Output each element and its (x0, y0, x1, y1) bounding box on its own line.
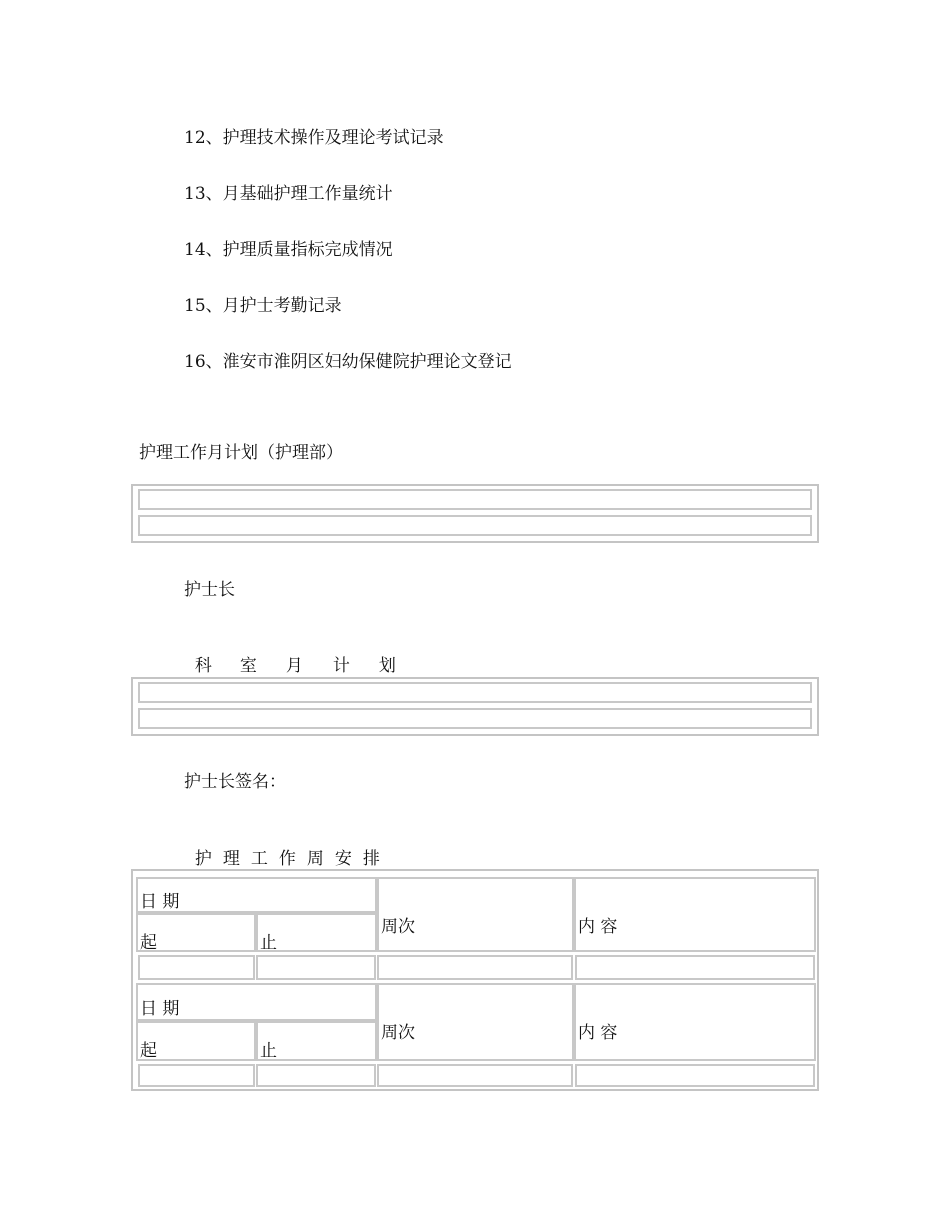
end-header-cell (256, 1021, 377, 1061)
empty-cell (256, 955, 376, 980)
list-item: 15、月护士考勤记录 (184, 296, 342, 316)
dept-plan-char: 室 (239, 656, 257, 676)
start-header-cell (136, 913, 256, 952)
table-row (138, 708, 812, 729)
start-label: 起 (140, 933, 157, 953)
content-label: 内 容 (578, 917, 618, 937)
date-header-cell (136, 983, 377, 1021)
content-header-cell (574, 983, 816, 1061)
dept-plan-title (184, 636, 396, 676)
dept-plan-char: 月 (285, 656, 303, 676)
signature-label: 护士长签名： (184, 772, 286, 792)
empty-cell (138, 955, 255, 980)
list-item: 12、护理技术操作及理论考试记录 (184, 128, 444, 148)
nursing-plan-title: 护理工作月计划（护理部） (139, 443, 343, 463)
table-row (138, 489, 812, 510)
list-item: 13、月基础护理工作量统计 (184, 184, 393, 204)
weekly-char: 排 (362, 849, 380, 869)
weekly-char: 护 (194, 849, 212, 869)
weekly-schedule-title (184, 829, 380, 869)
empty-cell (256, 1064, 376, 1087)
week-header-cell (377, 877, 574, 952)
end-header-cell (256, 913, 377, 952)
end-label: 止 (260, 1041, 277, 1061)
list-item: 16、淮安市淮阴区妇幼保健院护理论文登记 (184, 352, 512, 372)
week-label: 周次 (381, 917, 415, 937)
week-label: 周次 (381, 1023, 415, 1043)
date-label: 日 期 (140, 999, 180, 1019)
weekly-schedule-table (131, 869, 819, 1091)
table-row (138, 515, 812, 536)
weekly-char: 周 (306, 849, 324, 869)
content-label: 内 容 (578, 1023, 618, 1043)
dept-plan-char: 划 (378, 656, 396, 676)
list-item: 14、护理质量指标完成情况 (184, 240, 393, 260)
end-label: 止 (260, 933, 277, 953)
weekly-char: 作 (278, 849, 296, 869)
weekly-char: 安 (334, 849, 352, 869)
empty-cell (138, 1064, 255, 1087)
week-header-cell (377, 983, 574, 1061)
date-label: 日 期 (140, 892, 180, 912)
dept-plan-char: 计 (332, 656, 350, 676)
date-header-cell (136, 877, 377, 913)
weekly-char: 工 (250, 849, 268, 869)
start-label: 起 (140, 1041, 157, 1061)
dept-plan-table (131, 677, 819, 736)
empty-cell (377, 955, 573, 980)
weekly-char: 理 (222, 849, 240, 869)
head-nurse-label: 护士长 (184, 580, 235, 600)
nursing-plan-table (131, 484, 819, 543)
empty-cell (575, 1064, 815, 1087)
dept-plan-char: 科 (194, 656, 212, 676)
start-header-cell (136, 1021, 256, 1061)
empty-cell (377, 1064, 573, 1087)
table-row (138, 682, 812, 703)
empty-cell (575, 955, 815, 980)
content-header-cell (574, 877, 816, 952)
